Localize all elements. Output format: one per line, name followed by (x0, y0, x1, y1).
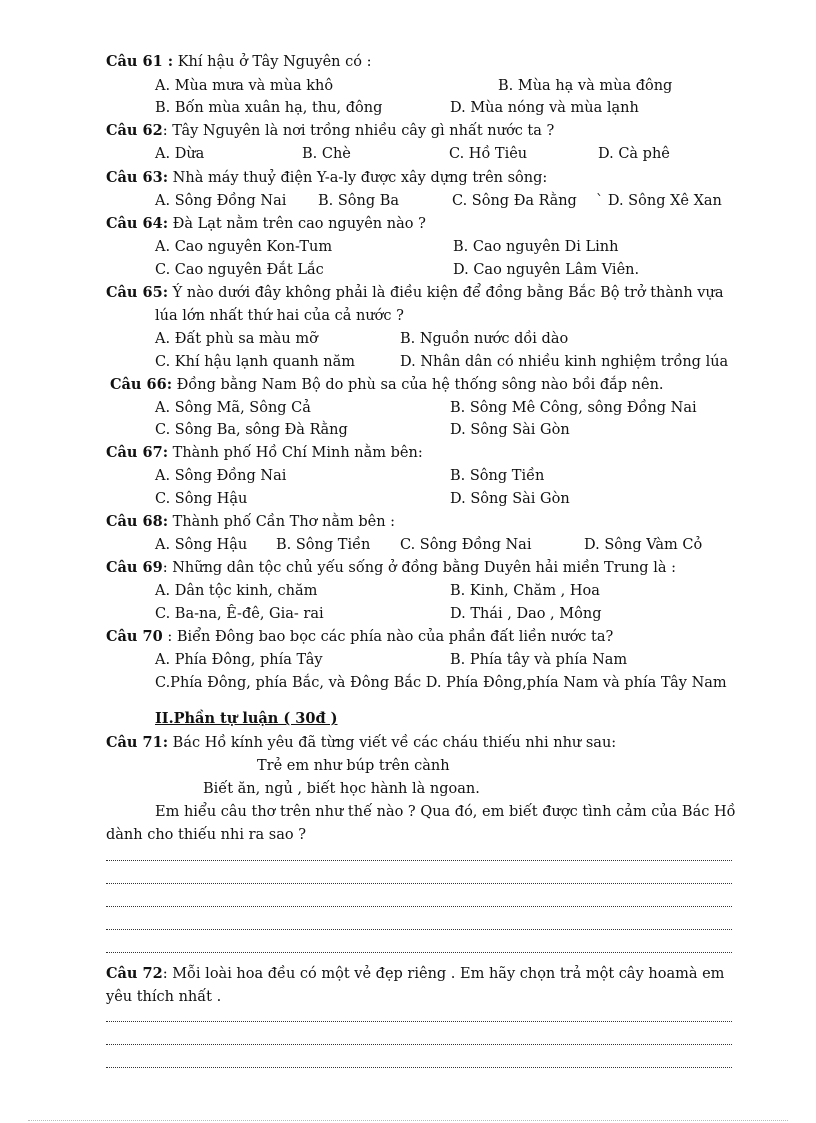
question-68 (106, 513, 395, 531)
question-number: Câu 68: (106, 513, 169, 530)
page-edge-divider (28, 1120, 788, 1121)
section-heading: II.Phần tự luận ( 30đ ) (155, 710, 338, 727)
answer-line[interactable] (106, 1011, 732, 1022)
question-text: : Biển Đông bao bọc các phía nào của phần đất liền nước ta? (162, 629, 614, 645)
answer-line[interactable] (106, 1057, 732, 1068)
option-d: D. Sông Sài Gòn (450, 422, 570, 438)
option-b: B. Chè (302, 146, 351, 162)
option-d: D. Sông Sài Gòn (450, 491, 570, 507)
option-b: B. Sông Mê Công, sông Đồng Nai (450, 400, 697, 416)
question-number: Câu 61 : (106, 53, 174, 70)
question-number: Câu 70 (106, 628, 163, 645)
option-b: B. Sông Tiền (450, 468, 545, 484)
question-text: Nhà máy thuỷ điện Y-a-ly được xây dựng trên sông: (168, 170, 548, 186)
option-c: C. Hồ Tiêu (449, 146, 528, 162)
option-c: C. Khí hậu lạnh quanh năm (155, 354, 355, 370)
option-a: A. Đất phù sa màu mỡ (155, 331, 318, 347)
answer-line[interactable] (106, 850, 732, 861)
question-text: : Tây Nguyên là nơi trồng nhiều cây gì nhất nước ta ? (162, 123, 555, 139)
question-64 (106, 215, 426, 233)
option-d: D. Mùa nóng và mùa lạnh (450, 100, 639, 116)
question-text-continued: yêu thích nhất . (106, 989, 222, 1005)
question-67 (106, 444, 423, 462)
option-c: C. Cao nguyên Đắt Lắc (155, 262, 324, 278)
question-text: Bác Hồ kính yêu đã từng viết về các cháu thiếu nhi như sau: (168, 735, 617, 751)
option-c-d: C.Phía Đông, phía Bắc, và Đông Bắc D. Phía Đông,phía Nam và phía Tây Nam (155, 675, 727, 691)
option-d: D. Cao nguyên Lâm Viên. (453, 262, 640, 278)
question-text: Đà Lạt nằm trên cao nguyên nào ? (168, 216, 426, 232)
question-text-continued: lúa lớn nhất thứ hai của cả nước ? (155, 308, 404, 324)
question-number: Câu 66: (110, 376, 173, 393)
option-d: D. Cà phê (598, 146, 670, 162)
question-number: Câu 72 (106, 965, 163, 982)
option-d: ` D. Sông Xê Xan (596, 193, 722, 209)
answer-line[interactable] (106, 896, 732, 907)
option-b: B. Nguồn nước dồi dào (400, 331, 569, 347)
option-d: D. Nhân dân có nhiều kinh nghiệm trồng lúa (400, 354, 729, 370)
option-a: A. Sông Hậu (155, 537, 248, 553)
option-a: A. Dừa (155, 146, 205, 162)
option-c: C. Sông Ba, sông Đà Rằng (155, 422, 348, 438)
option-c: C. Ba-na, Ê-đê, Gia- rai (155, 606, 324, 622)
option-b: B. Sông Tiền (276, 537, 371, 553)
option-b: B. Kinh, Chăm , Hoa (450, 583, 600, 599)
option-c: B. Bốn mùa xuân hạ, thu, đông (155, 100, 383, 116)
question-text: Khí hậu ở Tây Nguyên có : (173, 54, 372, 70)
question-number: Câu 69 (106, 559, 163, 576)
option-a: A. Sông Đồng Nai (155, 193, 287, 209)
option-d: D. Thái , Dao , Mông (450, 606, 602, 622)
question-text: : Những dân tộc chủ yếu sống ở đồng bằng Duyên hải miền Trung là : (162, 560, 676, 576)
option-a: A. Dân tộc kinh, chăm (155, 583, 318, 599)
question-61 (106, 53, 371, 71)
answer-line[interactable] (106, 873, 732, 884)
question-prompt-continued: dành cho thiếu nhi ra sao ? (106, 827, 306, 843)
question-66 (110, 376, 664, 394)
question-number: Câu 67: (106, 444, 169, 461)
question-number: Câu 62 (106, 122, 163, 139)
option-b: B. Phía tây và phía Nam (450, 652, 628, 668)
question-71 (106, 734, 616, 752)
question-text: Thành phố Hồ Chí Minh nằm bên: (168, 445, 423, 461)
question-text: Đồng bằng Nam Bộ do phù sa của hệ thống sông nào bồi đắp nên. (172, 377, 664, 393)
option-c: C. Sông Hậu (155, 491, 248, 507)
question-number: Câu 64: (106, 215, 169, 232)
question-70 (106, 628, 613, 646)
option-c: C. Sông Đồng Nai (400, 537, 532, 553)
answer-line[interactable] (106, 942, 732, 953)
question-number: Câu 63: (106, 169, 169, 186)
question-number: Câu 71: (106, 734, 169, 751)
question-number: Câu 65: (106, 284, 169, 301)
poem-line-1: Trẻ em như búp trên cành (257, 758, 450, 774)
option-a: A. Mùa mưa và mùa khô (155, 78, 334, 94)
question-63 (106, 169, 547, 187)
option-a: A. Phía Đông, phía Tây (155, 652, 323, 668)
option-b: B. Mùa hạ và mùa đông (498, 78, 673, 94)
option-d: D. Sông Vàm Cỏ (584, 537, 703, 553)
option-a: A. Cao nguyên Kon-Tum (155, 239, 333, 255)
poem-line-2: Biết ăn, ngủ , biết học hành là ngoan. (203, 781, 480, 797)
option-a: A. Sông Đồng Nai (155, 468, 287, 484)
option-a: A. Sông Mã, Sông Cả (155, 400, 311, 416)
question-69 (106, 559, 676, 577)
option-c: C. Sông Đa Rằng (452, 193, 577, 209)
question-72 (106, 965, 724, 983)
question-65 (106, 284, 723, 302)
answer-line[interactable] (106, 919, 732, 930)
question-62 (106, 122, 554, 140)
question-text: : Mỗi loài hoa đều có một vẻ đẹp riêng . Em hãy chọn trả một cây hoamà em (162, 966, 725, 982)
answer-line[interactable] (106, 1034, 732, 1045)
question-prompt: Em hiểu câu thơ trên như thế nào ? Qua đó, em biết được tình cảm của Bác Hồ (155, 804, 736, 820)
question-text: Thành phố Cần Thơ nằm bên : (168, 514, 396, 530)
question-text: Ý nào dưới đây không phải là điều kiện để đồng bằng Bắc Bộ trở thành vựa (168, 285, 724, 301)
option-b: B. Sông Ba (318, 193, 400, 209)
option-b: B. Cao nguyên Di Linh (453, 239, 619, 255)
